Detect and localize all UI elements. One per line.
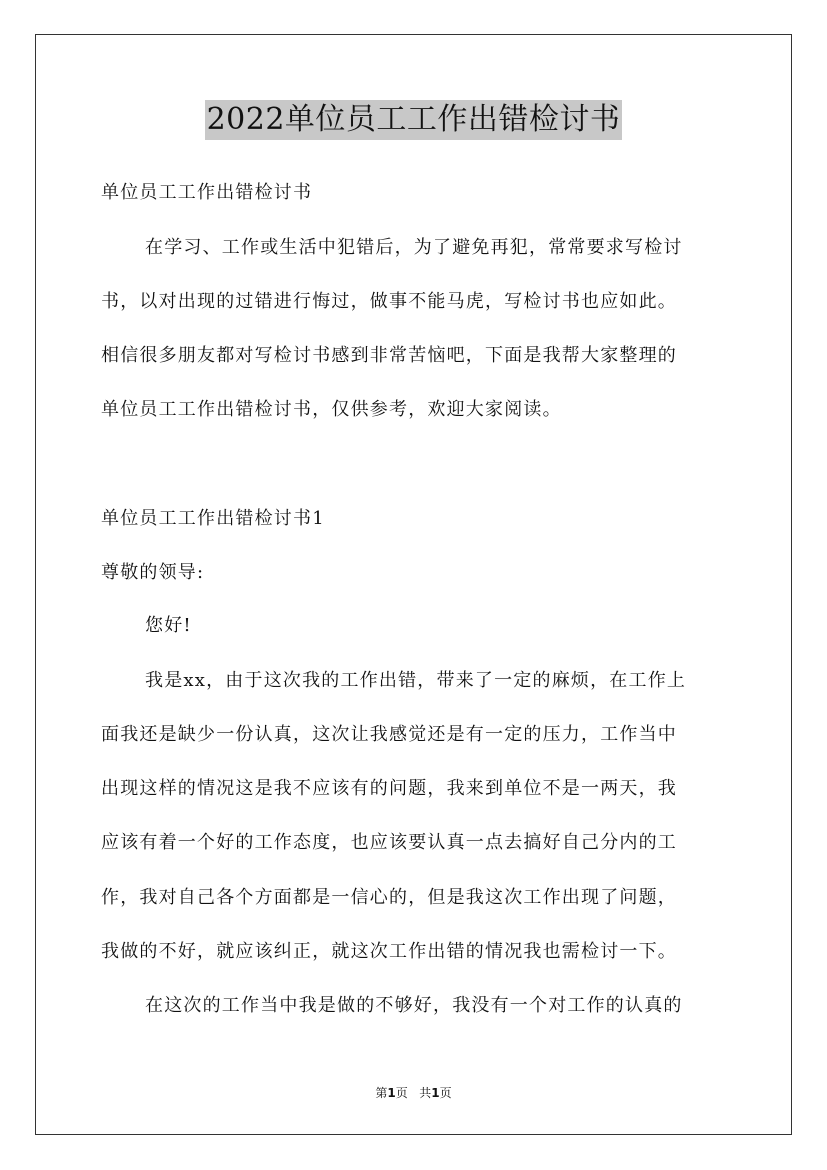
salutation: 尊敬的领导: xyxy=(101,562,205,583)
intro-line: 相信很多朋友都对写检讨书感到非常苦恼吧，下面是我帮大家整理的 xyxy=(101,345,677,366)
total-label-suffix: 页 xyxy=(439,1086,452,1100)
body-line: 我做的不好，就应该纠正，就这次工作出错的情况我也需检讨一下。 xyxy=(101,941,677,962)
document-subtitle: 单位员工工作出错检讨书 xyxy=(101,182,313,203)
greeting: 您好! xyxy=(145,615,192,636)
page-number: 1 xyxy=(387,1086,396,1100)
body-line: 出现这样的情况这是我不应该有的问题，我来到单位不是一两天，我 xyxy=(101,778,677,799)
section-heading: 单位员工工作出错检讨书1 xyxy=(101,508,325,529)
intro-line: 单位员工工作出错检讨书，仅供参考，欢迎大家阅读。 xyxy=(101,399,562,420)
body-line: 作，我对自己各个方面都是一信心的，但是我这次工作出现了问题， xyxy=(101,887,677,908)
body-line: 面我还是缺少一份认真，这次让我感觉还是有一定的压力，工作当中 xyxy=(101,724,677,745)
body-line: 在这次的工作当中我是做的不够好，我没有一个对工作的认真的 xyxy=(145,995,683,1016)
page-footer xyxy=(0,1084,827,1101)
body-line: 应该有着一个好的工作态度，也应该要认真一点去搞好自己分内的工 xyxy=(101,832,677,853)
document-title: 2022单位员工工作出错检讨书 xyxy=(205,100,623,140)
body-line: 我是xx，由于这次我的工作出错，带来了一定的麻烦，在工作上 xyxy=(145,670,687,691)
page-label-suffix: 页 xyxy=(395,1086,408,1100)
total-pages: 1 xyxy=(431,1086,440,1100)
total-label-prefix: 共 xyxy=(419,1086,432,1100)
page-label-prefix: 第 xyxy=(375,1086,388,1100)
intro-line: 书，以对出现的过错进行悔过，做事不能马虎，写检讨书也应如此。 xyxy=(101,291,677,312)
title-container xyxy=(0,100,827,140)
intro-line: 在学习、工作或生活中犯错后，为了避免再犯，常常要求写检讨 xyxy=(145,237,683,258)
